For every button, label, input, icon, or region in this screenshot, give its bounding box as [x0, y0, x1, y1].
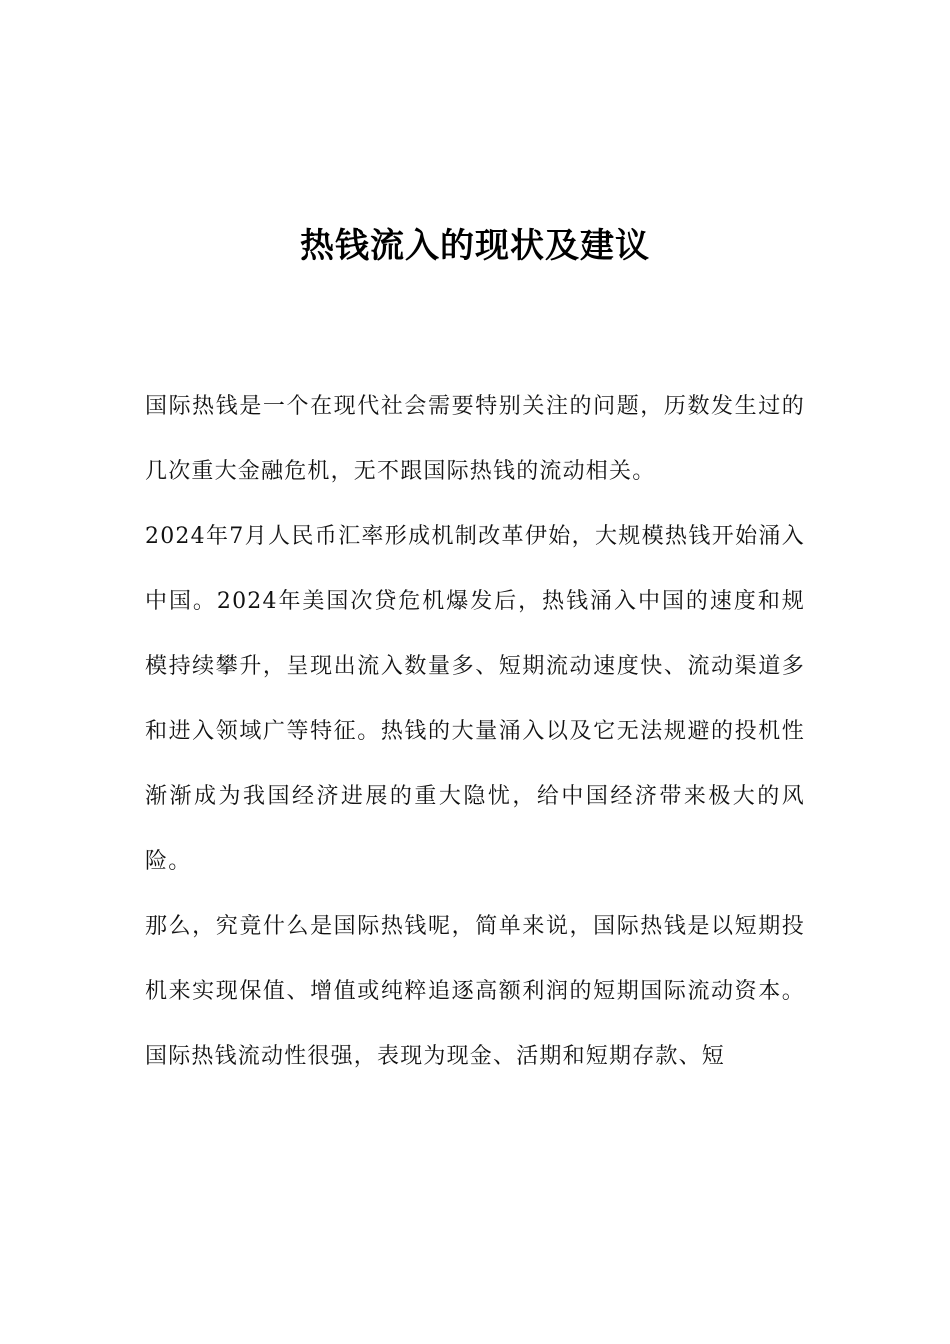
- document-title: 热钱流入的现状及建议: [300, 226, 650, 266]
- document-body: [145, 374, 805, 1089]
- paragraph-3: 那么，究竟什么是国际热钱呢，简单来说，国际热钱是以短期投机来实现保值、增值或纯粹追逐高额利润的短期国际流动资本。国际热钱流动性很强，表现为现金、活期和短期存款、短: [145, 914, 805, 1069]
- paragraph-1: 国际热钱是一个在现代社会需要特别关注的问题，历数发生过的几次重大金融危机，无不跟国际热钱的流动相关。: [145, 394, 805, 484]
- paragraph-2: 2024年7月人民币汇率形成机制改革伊始，大规模热钱开始涌入中国。2024年美国次贷危机爆发后，热钱涌入中国的速度和规模持续攀升，呈现出流入数量多、短期流动速度快、流动渠道多和进入领域广等特征。热钱的大量涌入以及它无法规避的投机性渐渐成为我国经济进展的重大隐忧，给中国经济带来极大的风险。: [145, 524, 805, 874]
